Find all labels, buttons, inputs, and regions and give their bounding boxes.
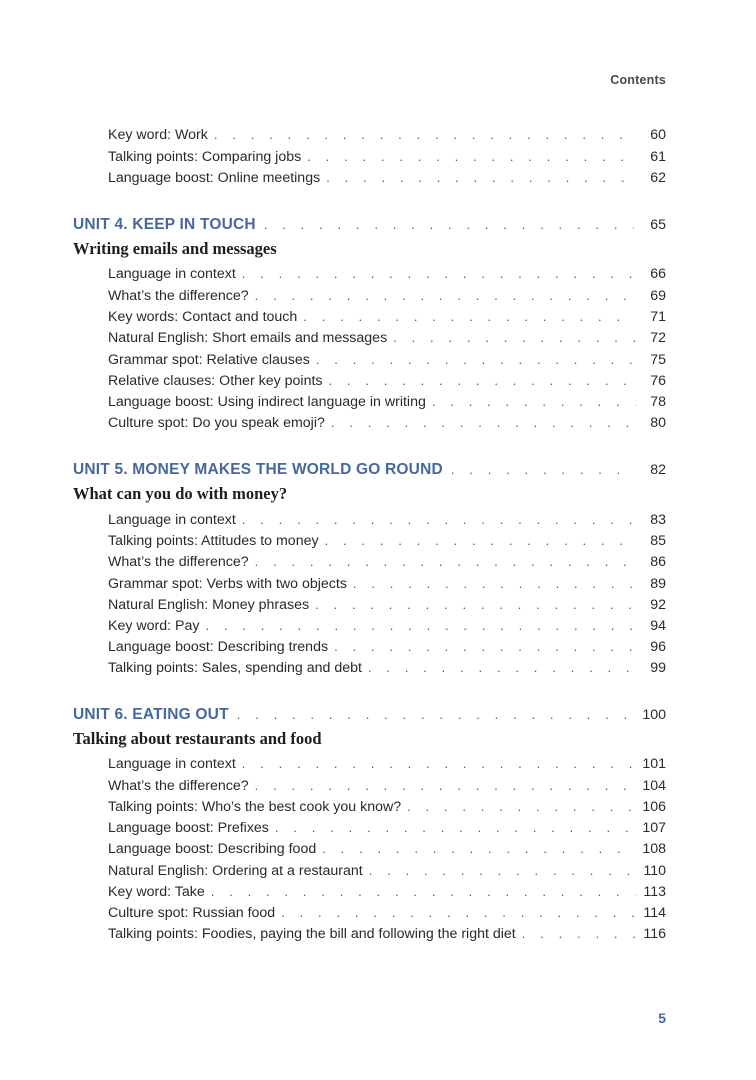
- toc-entry[interactable]: [108, 167, 666, 188]
- leader-dots: [407, 796, 636, 817]
- toc-entry[interactable]: [108, 881, 666, 902]
- toc-entry[interactable]: [108, 530, 666, 551]
- toc-entry-label: Language boost: Online meetings: [108, 170, 321, 186]
- leader-dots: [331, 412, 636, 433]
- toc-entry[interactable]: [108, 923, 666, 944]
- leader-dots: [255, 285, 636, 306]
- toc-entry-page: 116: [643, 926, 666, 942]
- leader-dots: [264, 213, 634, 237]
- toc-entry-page: 89: [650, 575, 666, 592]
- unit-subtitle: Writing emails and messages: [73, 239, 277, 258]
- toc-entry-label: Language in context: [108, 512, 236, 528]
- toc-entry-label: Talking points: Attitudes to money: [108, 533, 319, 549]
- leader-dots: [368, 657, 636, 678]
- toc-entry-page: 106: [642, 798, 666, 815]
- toc-entry[interactable]: [108, 306, 666, 327]
- unit-title: UNIT 5. MONEY MAKES THE WORLD GO ROUND: [73, 461, 443, 478]
- toc-entry-label: Key word: Pay: [108, 617, 200, 634]
- toc-entry-label: Language in context: [108, 266, 236, 282]
- toc-entry-page: 71: [650, 309, 666, 325]
- toc-entry[interactable]: [108, 509, 666, 530]
- leader-dots: [281, 902, 636, 923]
- toc-entry[interactable]: [108, 636, 666, 657]
- toc-entry-label: Culture spot: Russian food: [108, 905, 276, 921]
- toc-entry-label: What’s the difference?: [108, 777, 249, 794]
- toc-entry[interactable]: [108, 573, 666, 594]
- toc-entry-label: Relative clauses: Other key points: [108, 372, 323, 389]
- toc-entry[interactable]: [108, 327, 666, 348]
- toc-entry-page: 96: [650, 639, 666, 655]
- toc-entry-label: Language in context: [108, 756, 236, 772]
- toc-entry-page: 92: [650, 596, 666, 613]
- page-number: 5: [658, 1010, 666, 1026]
- leader-dots: [237, 703, 634, 727]
- toc-entry[interactable]: [108, 285, 666, 306]
- toc-entry-page: 75: [650, 351, 666, 368]
- toc-entry-label: Culture spot: Do you speak emoji?: [108, 415, 325, 431]
- toc-entry[interactable]: [108, 146, 666, 167]
- toc-entry-page: 61: [650, 148, 666, 165]
- unit-title: UNIT 4. KEEP IN TOUCH: [73, 216, 256, 233]
- toc-entry[interactable]: [108, 615, 666, 636]
- leader-dots: [303, 306, 636, 327]
- toc-entry-page: 78: [650, 394, 666, 410]
- leader-dots: [255, 551, 636, 572]
- toc-entry[interactable]: [108, 412, 666, 433]
- unit-heading-5[interactable]: [73, 458, 666, 482]
- toc-entry-page: 85: [650, 533, 666, 549]
- toc-entry-page: 101: [642, 756, 666, 772]
- leader-dots: [242, 753, 636, 774]
- toc-entry-page: 62: [650, 170, 666, 186]
- leader-dots: [214, 124, 636, 145]
- toc-entry[interactable]: [108, 124, 666, 145]
- toc-entry-label: Language boost: Describing trends: [108, 639, 329, 655]
- toc-entry-label: Language boost: Using indirect language in writing: [108, 394, 426, 410]
- toc-entry-page: 80: [650, 415, 666, 431]
- toc-entry-label: Key word: Take: [108, 883, 205, 900]
- toc-entry-label: Natural English: Short emails and messages: [108, 330, 388, 346]
- toc-entry[interactable]: [108, 796, 666, 817]
- leader-dots: [325, 530, 636, 551]
- toc-entry[interactable]: [108, 551, 666, 572]
- leader-dots: [211, 881, 636, 902]
- leader-dots: [242, 509, 636, 530]
- toc-entry-label: Language boost: Describing food: [108, 841, 317, 857]
- toc-entry-page: 113: [643, 883, 666, 900]
- toc-entry-label: What’s the difference?: [108, 554, 249, 570]
- leader-dots: [255, 775, 636, 796]
- toc-entry-page: 60: [650, 127, 666, 143]
- running-header: Contents: [610, 73, 666, 87]
- leader-dots: [307, 146, 636, 167]
- toc-entry[interactable]: [108, 902, 666, 923]
- leader-dots: [316, 349, 636, 370]
- toc-entry[interactable]: [108, 860, 666, 881]
- leader-dots: [322, 838, 636, 859]
- unit-heading-6[interactable]: [73, 703, 666, 727]
- unit-heading-4[interactable]: [73, 213, 666, 237]
- unit-page: 100: [642, 707, 666, 723]
- toc-entry-label: Grammar spot: Verbs with two objects: [108, 575, 347, 592]
- toc-entry[interactable]: [108, 817, 666, 838]
- toc-entry-label: Natural English: Ordering at a restaurant: [108, 862, 363, 879]
- leader-dots: [205, 615, 636, 636]
- toc-entry-label: Key words: Contact and touch: [108, 309, 298, 325]
- leader-dots: [334, 636, 636, 657]
- toc-entry-label: Natural English: Money phrases: [108, 596, 310, 613]
- toc-entry-label: Grammar spot: Relative clauses: [108, 351, 310, 368]
- leader-dots: [522, 923, 636, 944]
- toc-entry-page: 104: [642, 777, 666, 794]
- toc-entry-page: 83: [650, 512, 666, 528]
- unit-page: 82: [650, 462, 666, 478]
- leader-dots: [451, 458, 634, 482]
- toc-entry-page: 86: [650, 554, 666, 570]
- toc-entry-page: 72: [650, 330, 666, 346]
- toc-entry-label: Talking points: Foodies, paying the bill and following the right diet: [108, 926, 516, 942]
- toc-entry-label: Talking points: Who’s the best cook you know?: [108, 798, 402, 815]
- toc-entry-label: Language boost: Prefixes: [108, 820, 269, 836]
- toc-entry[interactable]: [108, 775, 666, 796]
- toc-entry[interactable]: [108, 349, 666, 370]
- toc-entry-page: 76: [650, 372, 666, 389]
- toc-entry-label: Talking points: Comparing jobs: [108, 148, 302, 165]
- unit-subtitle: What can you do with money?: [73, 484, 288, 503]
- toc-entry-page: 107: [642, 820, 666, 836]
- leader-dots: [393, 327, 636, 348]
- toc-entry[interactable]: [108, 753, 666, 774]
- toc-entry-label: Talking points: Sales, spending and debt: [108, 660, 362, 676]
- leader-dots: [326, 167, 636, 188]
- leader-dots: [353, 573, 636, 594]
- toc-entry[interactable]: [108, 263, 666, 284]
- toc-entry-page: 114: [643, 905, 666, 921]
- leader-dots: [369, 860, 636, 881]
- leader-dots: [315, 594, 636, 615]
- leader-dots: [242, 263, 636, 284]
- toc-entry-page: 66: [650, 266, 666, 282]
- unit-page: 65: [650, 217, 666, 233]
- toc-entry[interactable]: [108, 370, 666, 391]
- toc-entry-page: 110: [643, 862, 666, 879]
- toc-entry[interactable]: [108, 391, 666, 412]
- toc-entry-page: 108: [642, 841, 666, 857]
- toc-entry-page: 69: [650, 287, 666, 304]
- unit-title: UNIT 6. EATING OUT: [73, 706, 229, 723]
- leader-dots: [329, 370, 637, 391]
- toc-entry-page: 94: [650, 617, 666, 634]
- toc-entry-label: Key word: Work: [108, 127, 208, 143]
- toc-entry-page: 99: [650, 660, 666, 676]
- toc-entry[interactable]: [108, 838, 666, 859]
- unit-subtitle: Talking about restaurants and food: [73, 729, 322, 748]
- leader-dots: [275, 817, 636, 838]
- toc-entry[interactable]: [108, 657, 666, 678]
- leader-dots: [432, 391, 636, 412]
- toc-entry-label: What’s the difference?: [108, 287, 249, 304]
- toc-entry[interactable]: [108, 594, 666, 615]
